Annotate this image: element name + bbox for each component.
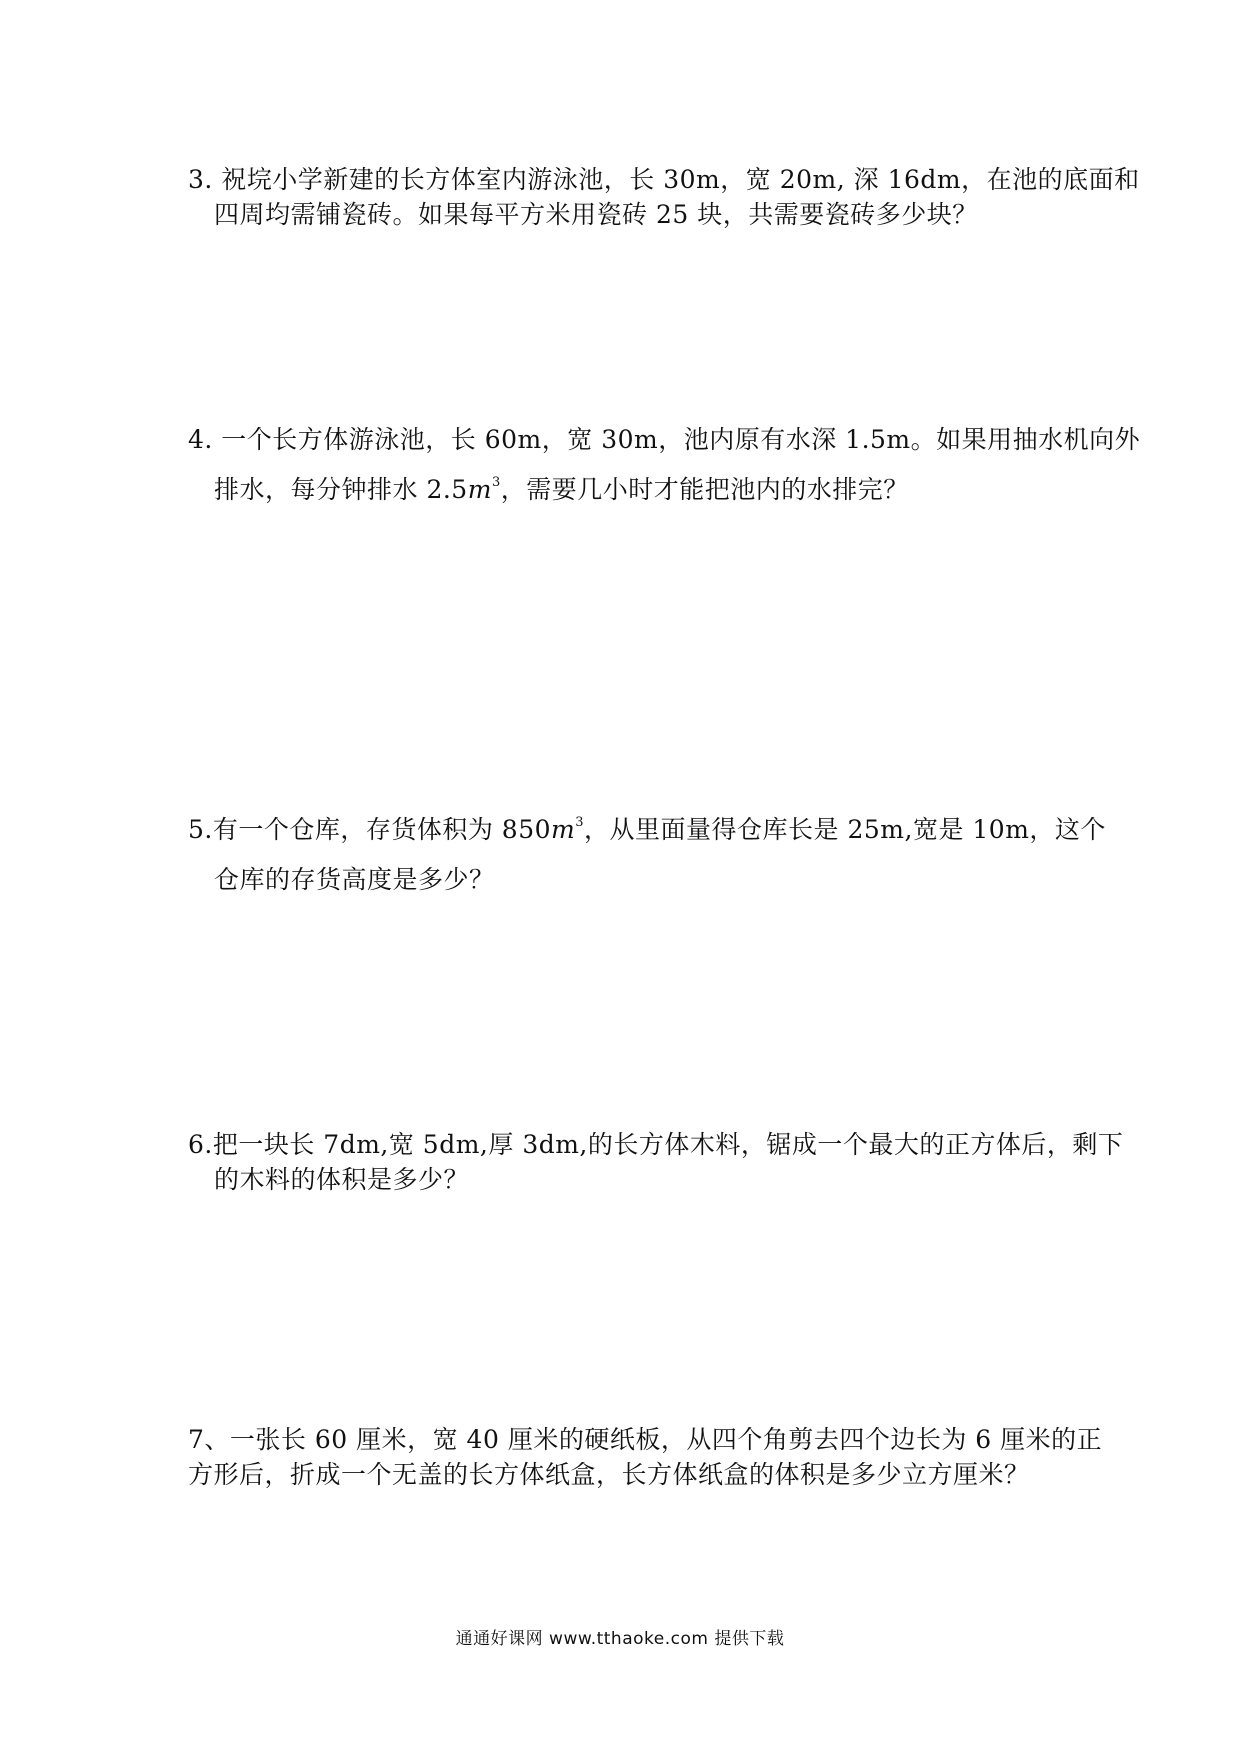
question-5-exponent: 3 [575,815,585,830]
question-5-line-1 [188,813,1106,847]
question-4-text-after-unit: ，需要几小时才能把池内的水排完？ [500,475,909,504]
question-5-line-2: 仓库的存货高度是多少？ [214,865,495,894]
question-7-line-1: 7、一张长 60 厘米，宽 40 厘米的硬纸板，从四个角剪去四个边长为 6 厘米的正 [188,1425,1103,1454]
question-5-text-before-unit: 5.有一个仓库，存货体积为 850 [188,815,552,844]
question-6-line-1: 6.把一块长 7dm,宽 5dm,厚 3dm,的长方体木料，锯成一个最大的正方体后，剩下 [188,1130,1124,1159]
question-3-line-1: 3. 祝垸小学新建的长方体室内游泳池，长 30m，宽 20m, 深 16dm，在池的底面和 [188,165,1140,194]
question-3-line-2: 四周均需铺瓷砖。如果每平方米用瓷砖 25 块，共需要瓷砖多少块？ [214,200,978,229]
question-4-exponent: 3 [491,475,501,490]
question-4-unit: m [467,475,492,504]
question-5-text-after-unit: ，从里面量得仓库长是 25m,宽是 10m，这个 [584,815,1106,844]
question-7-line-2: 方形后，折成一个无盖的长方体纸盒，长方体纸盒的体积是多少立方厘米？ [188,1460,1030,1489]
page-footer: 通通好课网 www.tthaoke.com 提供下载 [455,1629,785,1649]
question-5-unit: m [551,815,576,844]
question-4-line-1: 4. 一个长方体游泳池，长 60m，宽 30m，池内原有水深 1.5m。如果用抽水机向外 [188,425,1141,454]
question-4-line-2 [214,473,909,507]
question-6-line-2: 的木料的体积是多少？ [214,1165,470,1194]
question-4-text-before-unit: 排水，每分钟排水 2.5 [214,475,468,504]
